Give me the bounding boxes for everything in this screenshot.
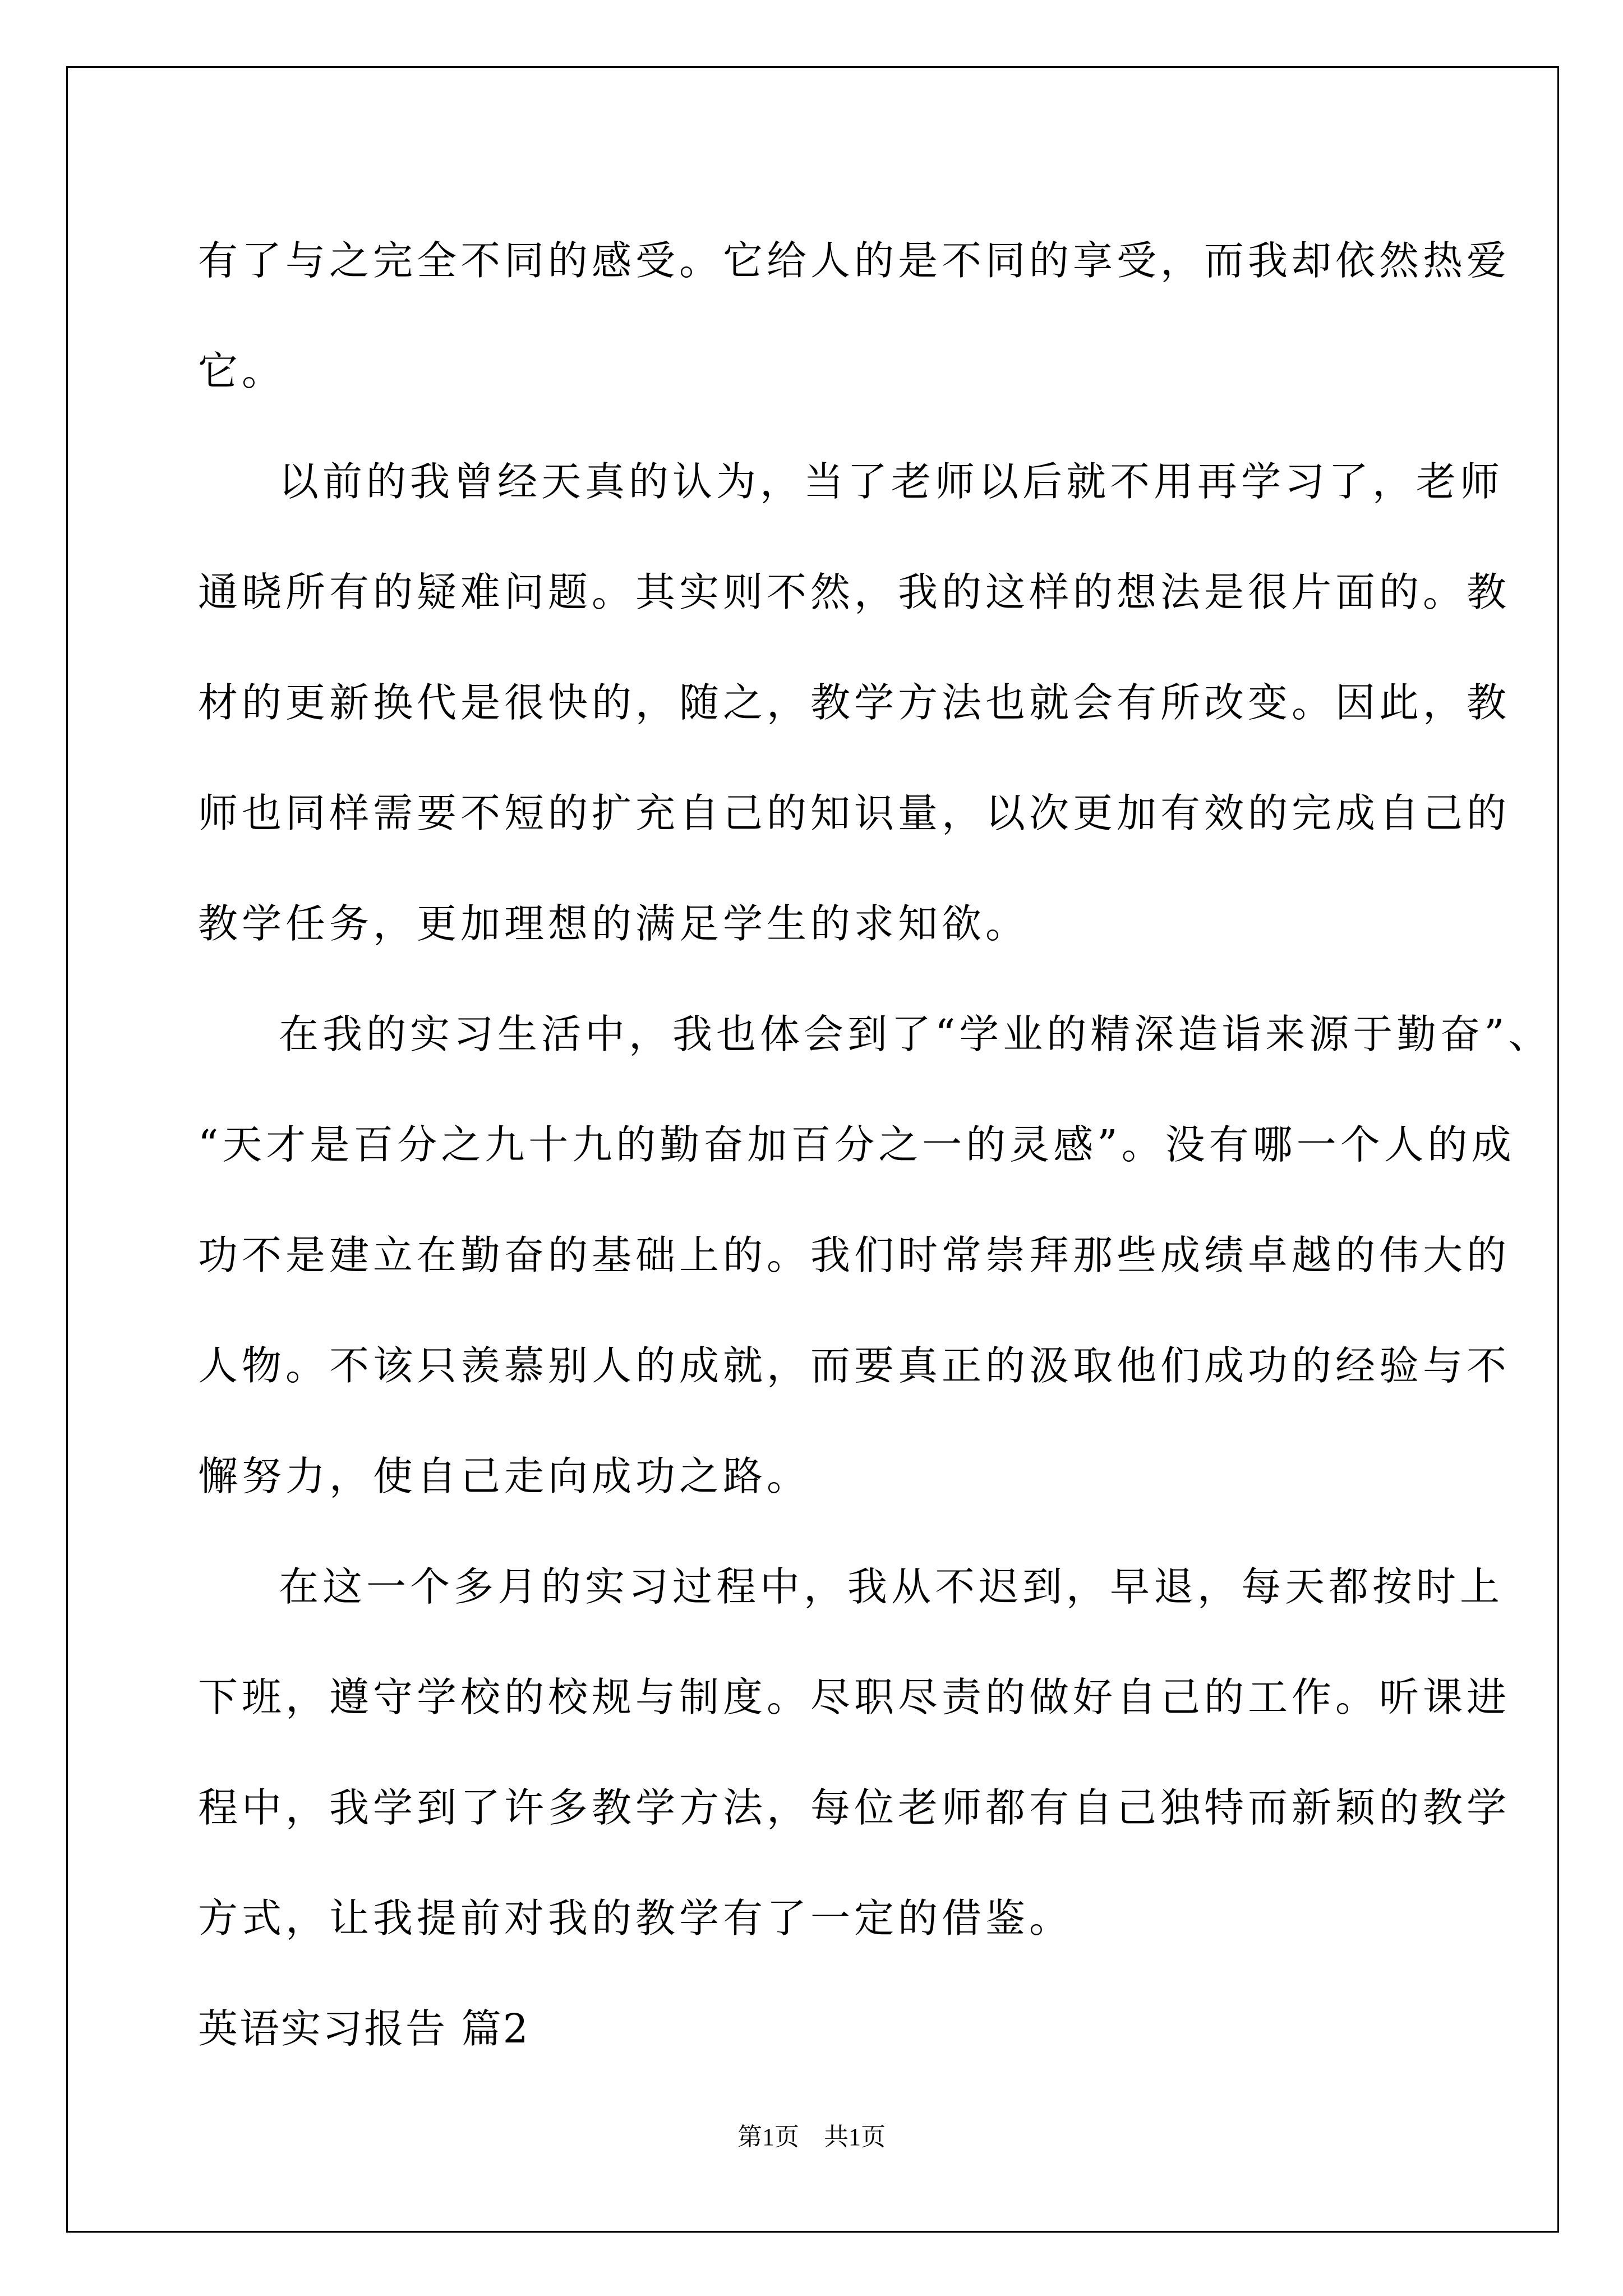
- text-line: 它。: [198, 348, 286, 394]
- paragraph-1: [198, 205, 1511, 426]
- text-line: 方式，让我提前对我的教学有了一定的借鉴。: [198, 1895, 1073, 1941]
- text-line: 功不是建立在勤奋的基础上的。我们时常崇拜那些成绩卓越的伟大的: [198, 1232, 1511, 1278]
- text-line: 程中，我学到了许多教学方法，每位老师都有自己独特而新颖的教学: [198, 1784, 1511, 1831]
- text-line: 在这一个多月的实习过程中，我从不迟到，早退，每天都按时上: [279, 1563, 1504, 1610]
- text-line: 下班，遵守学校的校规与制度。尽职尽责的做好自己的工作。听课进: [198, 1674, 1511, 1720]
- text-line: 教学任务，更加理想的满足学生的求知欲。: [198, 900, 1030, 947]
- document-body: [198, 205, 1552, 2084]
- text-line: 师也同样需要不短的扩充自己的知识量，以次更加有效的完成自己的: [198, 790, 1511, 836]
- paragraph-2: [198, 426, 1511, 979]
- text-line: “天才是百分之九十九的勤奋加百分之一的灵感”。没有哪一个人的成: [198, 1121, 1515, 1168]
- text-line: 通晓所有的疑难问题。其实则不然，我的这样的想法是很片面的。教: [198, 569, 1511, 615]
- page-footer: 第1页 共1页: [737, 2123, 886, 2151]
- text-line: 懈努力，使自己走向成功之路。: [198, 1453, 811, 1499]
- paragraph-3: [198, 979, 1552, 1531]
- text-line: 在我的实习生活中，我也体会到了“学业的精深造诣来源于勤奋”、: [279, 1011, 1552, 1057]
- text-line: 材的更新换代是很快的，随之，教学方法也就会有所改变。因此，教: [198, 679, 1511, 726]
- paragraph-4: [198, 1531, 1511, 1973]
- section-heading: 英语实习报告 篇2: [198, 2005, 530, 2052]
- text-line: 有了与之完全不同的感受。它给人的是不同的享受，而我却依然热爱: [198, 237, 1511, 284]
- text-line: 人物。不该只羡慕别人的成就，而要真正的汲取他们成功的经验与不: [198, 1342, 1511, 1389]
- text-line: 以前的我曾经天真的认为，当了老师以后就不用再学习了，老师: [279, 458, 1504, 505]
